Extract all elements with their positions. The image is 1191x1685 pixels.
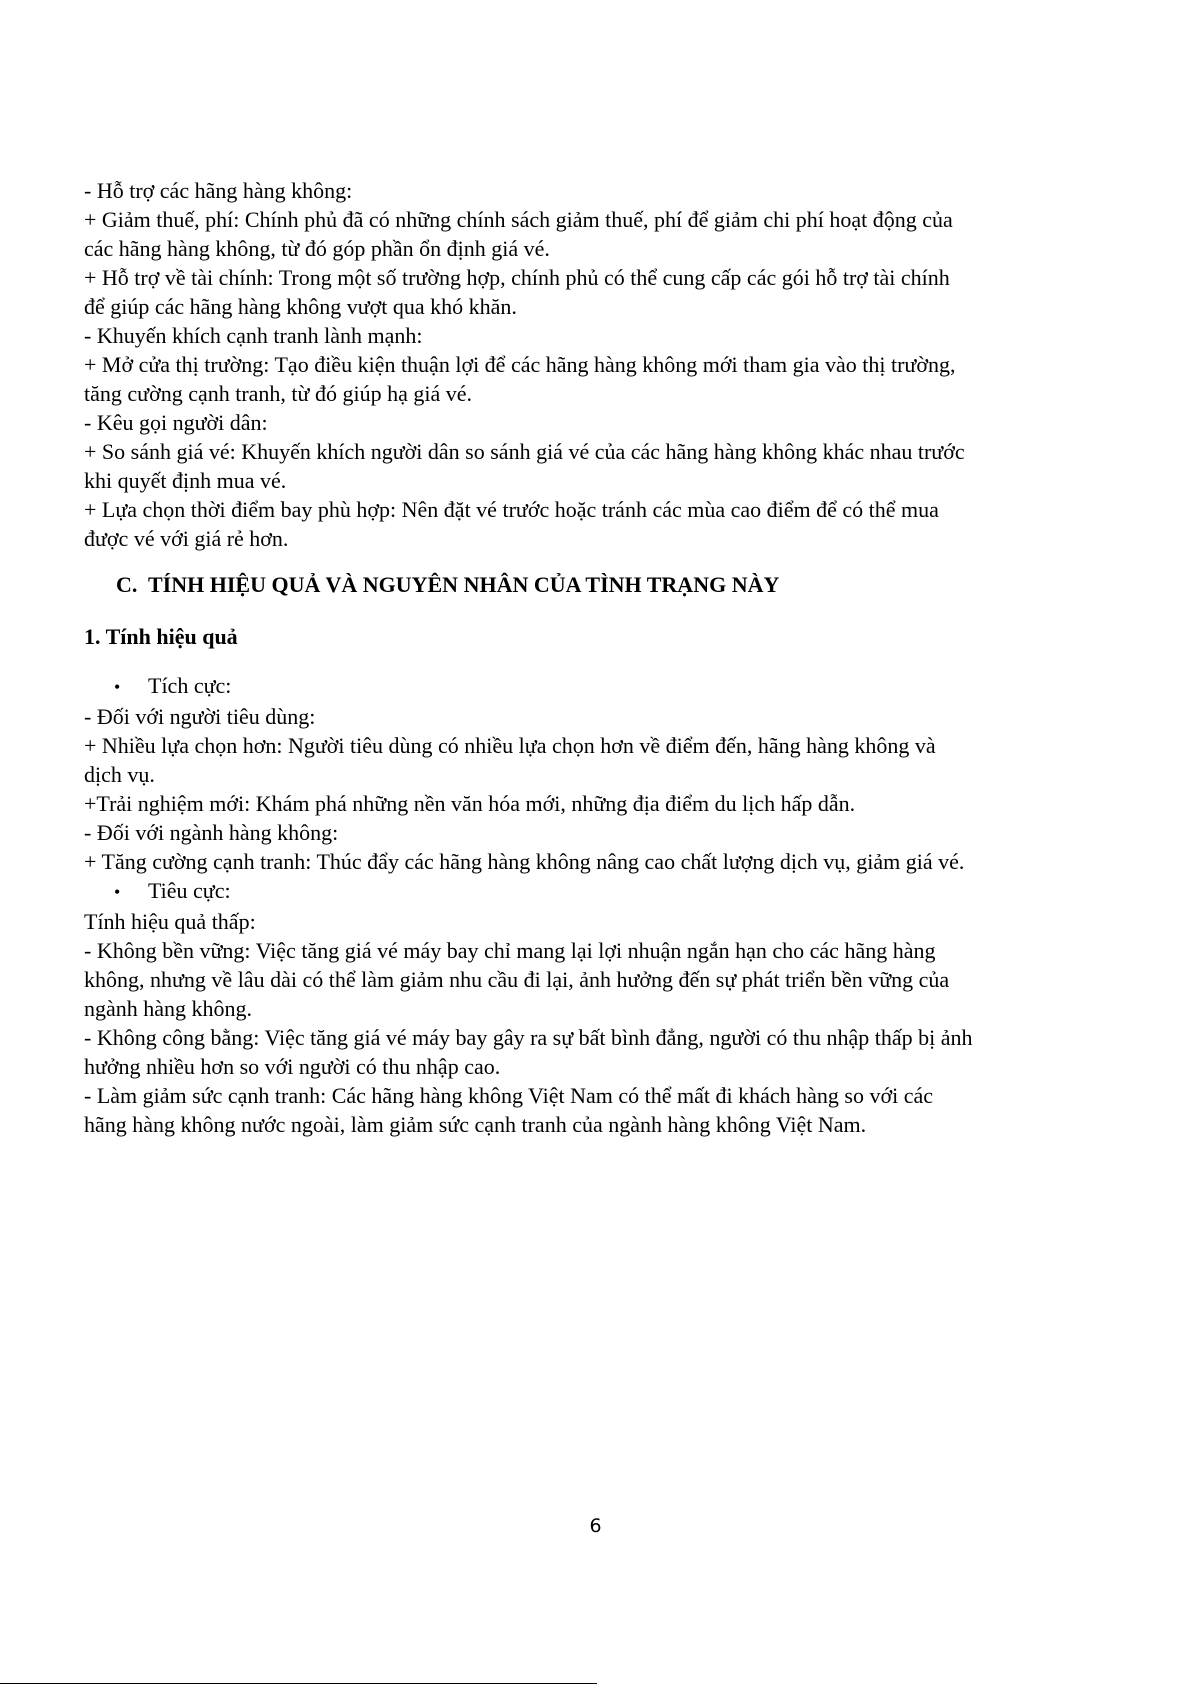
text-line: để giúp các hãng hàng không vượt qua khó khăn.	[84, 294, 517, 319]
text-line: + Mở cửa thị trường: Tạo điều kiện thuận lợi để các hãng hàng không mới tham gia vào thị trường,	[84, 352, 956, 377]
text-line: + Hỗ trợ về tài chính: Trong một số trường hợp, chính phủ có thể cung cấp các gói hỗ trợ tài chính	[84, 265, 950, 290]
text-line: - Đối với người tiêu dùng:	[84, 704, 316, 729]
text-line: không, nhưng về lâu dài có thể làm giảm nhu cầu đi lại, ảnh hưởng đến sự phát triển bền vững của	[84, 967, 950, 992]
bullet-icon: •	[114, 677, 121, 697]
text-line: - Hỗ trợ các hãng hàng không:	[84, 178, 353, 203]
page-number: 6	[589, 1515, 602, 1537]
positive-block	[84, 702, 1114, 876]
text-line: - Không công bằng: Việc tăng giá vé máy bay gây ra sự bất bình đẳng, người có thu nhập thấp bị ảnh	[84, 1025, 973, 1050]
bullet-negative	[84, 876, 1114, 907]
text-line: - Khuyến khích cạnh tranh lành mạnh:	[84, 323, 423, 348]
section-c-title: TÍNH HIỆU QUẢ VÀ NGUYÊN NHÂN CỦA TÌNH TRẠNG NÀY	[148, 572, 780, 597]
section-c-number: C.	[116, 572, 138, 597]
text-line: được vé với giá rẻ hơn.	[84, 526, 289, 551]
bullet-positive	[84, 671, 1114, 702]
text-line: + Giảm thuế, phí: Chính phủ đã có những chính sách giảm thuế, phí để giảm chi phí hoạt động của	[84, 207, 953, 232]
text-line: + Nhiều lựa chọn hơn: Người tiêu dùng có nhiều lựa chọn hơn về điểm đến, hãng hàng không và	[84, 733, 936, 758]
bullet-negative-label: Tiêu cực:	[148, 878, 231, 903]
text-line: khi quyết định mua vé.	[84, 468, 287, 493]
text-line: - Không bền vững: Việc tăng giá vé máy bay chỉ mang lại lợi nhuận ngắn hạn cho các hãng hàng	[84, 938, 936, 963]
text-line: tăng cường cạnh tranh, từ đó giúp hạ giá vé.	[84, 381, 472, 406]
text-line: - Đối với ngành hàng không:	[84, 820, 339, 845]
bullet-positive-label: Tích cực:	[148, 673, 232, 698]
text-line: + So sánh giá vé: Khuyến khích người dân so sánh giá vé của các hãng hàng không khác nhau trước	[84, 439, 965, 464]
text-line: - Kêu gọi người dân:	[84, 410, 268, 435]
text-line: +Trải nghiệm mới: Khám phá những nền văn hóa mới, những địa điểm du lịch hấp dẫn.	[84, 791, 856, 816]
text-line: + Tăng cường cạnh tranh: Thúc đẩy các hãng hàng không nâng cao chất lượng dịch vụ, giảm giá vé.	[84, 849, 965, 874]
text-line: - Làm giảm sức cạnh tranh: Các hãng hàng không Việt Nam có thể mất đi khách hàng so với các	[84, 1083, 934, 1108]
text-line: + Lựa chọn thời điểm bay phù hợp: Nên đặt vé trước hoặc tránh các mùa cao điểm để có thể mua	[84, 497, 939, 522]
footer-divider	[0, 1683, 597, 1684]
text-line: hãng hàng không nước ngoài, làm giảm sức cạnh tranh của ngành hàng không Việt Nam.	[84, 1112, 867, 1137]
subsection-1-heading: 1. Tính hiệu quả	[84, 624, 238, 649]
negative-block	[84, 907, 1114, 1139]
section-c-heading	[116, 570, 1114, 599]
text-line: các hãng hàng không, từ đó góp phần ổn định giá vé.	[84, 236, 550, 261]
text-line: ngành hàng không.	[84, 996, 253, 1021]
page-content	[84, 176, 1114, 1139]
text-line: hưởng nhiều hơn so với người có thu nhập cao.	[84, 1054, 501, 1079]
bullet-icon: •	[114, 882, 121, 902]
text-line: Tính hiệu quả thấp:	[84, 909, 256, 934]
intro-block	[84, 176, 1114, 553]
text-line: dịch vụ.	[84, 762, 155, 787]
